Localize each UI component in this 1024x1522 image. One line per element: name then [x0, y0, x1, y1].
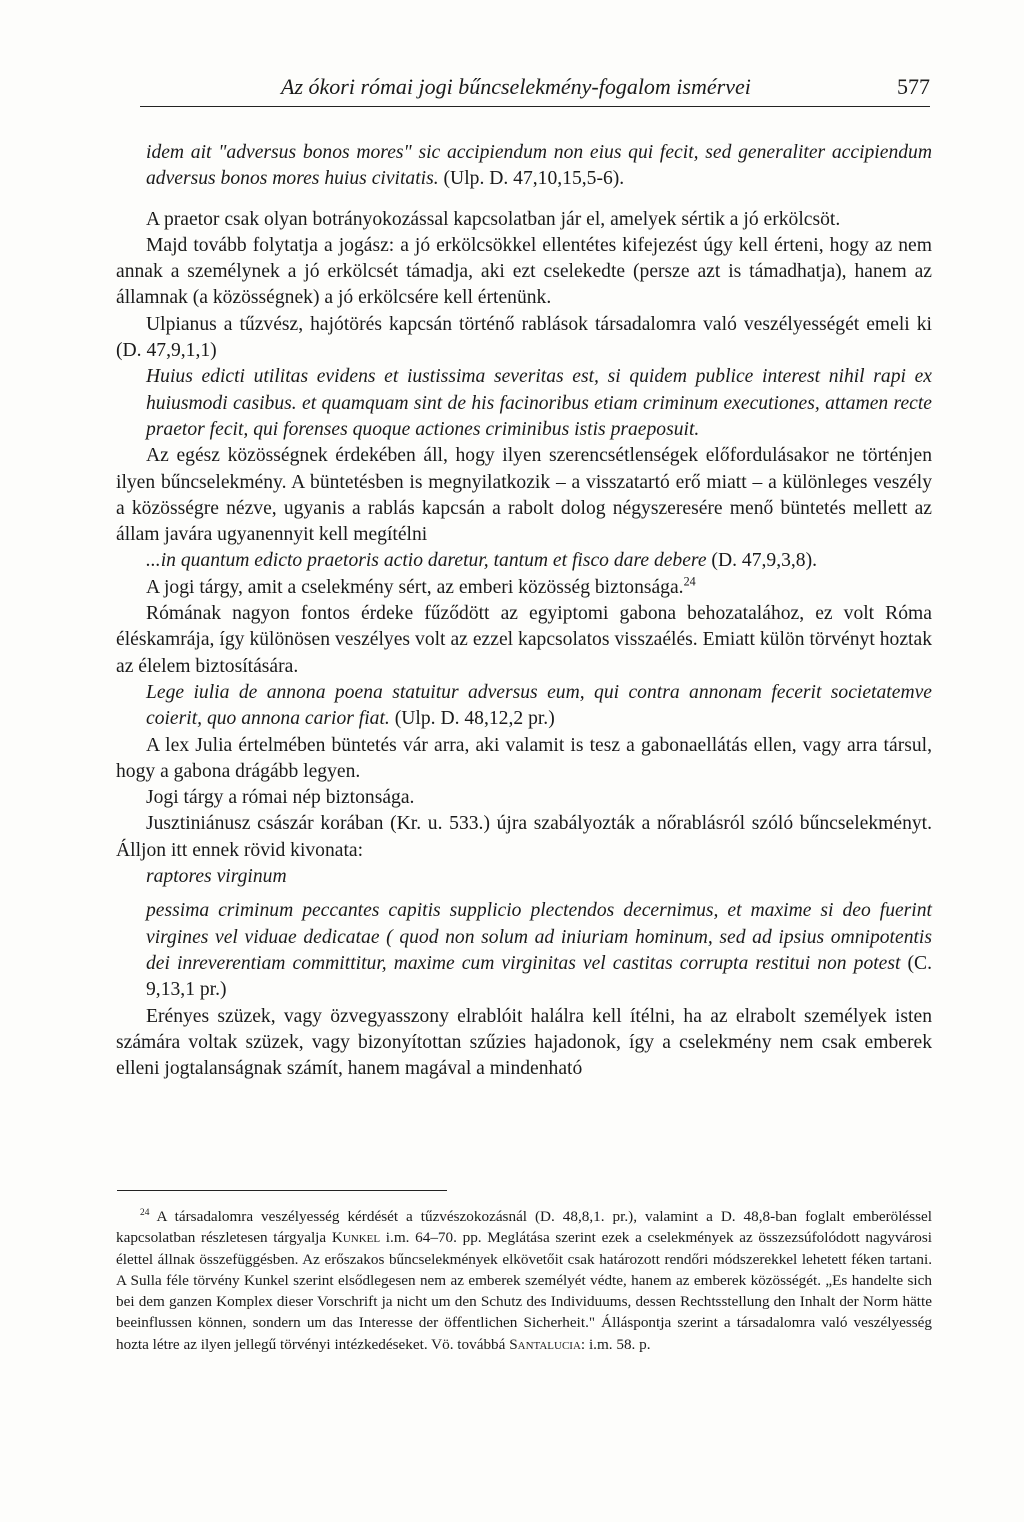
latin-quote: pessima criminum peccantes capitis supplicio plectendos decernimus, et maxime si deo fuerint virgines vel viduae dedicatae ( quod non solum ad iniuriam hominum, sed ad ipsius omnipotentis dei inreverentiam committitur, maxime cum virginitas vel castitas corrupta restitui non potest: [146, 900, 932, 974]
paragraph: Jusztiniánusz császár korában (Kr. u. 533.) újra szabályozták a nőrablásról szóló bűncselekményt. Álljon itt ennek rövid kivonata:: [116, 813, 932, 861]
paragraph: A praetor csak olyan botrányokozással kapcsolatban jár el, amelyek sértik a jó erkölcsöt.: [146, 208, 841, 230]
footnote-text: i.m. 64–70. pp. Meglátása szerint ezek a cselekmények az összezsúfolódott nagyvárosi élettel állnak összefüggésben. Az erőszakos bűncselekmények elkövetőit csak határozott rendőri módszerekkel lehetett féken tartani. A Sulla féle törvény Kunkel szerint elsődlegesen nem az emberek személyét védte, hanem az emberek közösségét. „Es handelte sich bei dem ganzen Komplex dieser Vorschrift ja nicht um den Schutz des Individuums, dessen Rechtsstellung den Inhalt der Norm hätte beeinflussen können, sondern um das Interesse der öffentlichen Sicherheit." Álláspontja szerint a társadalomra való veszélyesség hozta létre az ilyen jellegű törvényi intézkedéseket. Vö. továbbá: [116, 1229, 932, 1353]
latin-quote: Huius edicti utilitas evidens et iustissima severitas est, si quidem publice interest nihil rapi ex huiusmodi casibus. et quamquam sint de his facinoribus etiam criminum executiones, attamen recte praetor fecit, qui forenses quoque actiones criminibus istis praeposuit.: [146, 366, 932, 440]
citation: (Ulp. D. 48,12,2 pr.): [389, 708, 555, 730]
author-name: Kunkel: [331, 1229, 381, 1247]
citation: (D. 47,9,3,8).: [706, 550, 818, 572]
footnote-text: A társadalomra veszélyesség kérdését a tűzvészokozásnál (D. 48,8,1. pr.), valamint a D. 48,8-ban foglalt emberöléssel kapcsolatban részletesen tárgyalja: [116, 1208, 932, 1247]
paragraph: Ulpianus a tűzvész, hajótörés kapcsán történő rablások társadalomra való veszélyességét emeli ki (D. 47,9,1,1): [116, 313, 932, 362]
latin-quote-paragraph: [116, 898, 932, 1003]
latin-quote: Lege iulia de annona poena statuitur adversus eum, qui contra annonam fecerit societatemve coierit, quo annona carior fiat.: [146, 681, 932, 730]
paragraph: Majd tovább folytatja a jogász: a jó erkölcsökkel ellentétes kifejezést úgy kell érteni, hogy az nem annak a személynek a jó erkölcsét támadja, aki ezt cselekedte (persze azt is támadhatja), hanem az államnak (a közösségnek) a jó erkölcsére kell értenünk.: [116, 234, 932, 309]
author-name: Santalucia: [509, 1335, 581, 1353]
footnote-text: : i.m. 58. p.: [580, 1335, 651, 1353]
running-header: [140, 72, 930, 107]
footnote-number: 24: [140, 1207, 150, 1218]
paragraph-text: A jogi tárgy, amit a cselekmény sért, az emberi közösség biztonsága.: [146, 576, 684, 598]
latin-quote: idem ait "adversus bonos mores" sic accipiendum non eius qui fecit, sed generaliter accipiendum adversus bonos mores huius civitatis.: [146, 142, 932, 190]
paragraph: Rómának nagyon fontos érdeke fűződött az egyiptomi gabona behozatalához, ez volt Róma éléskamrája, így különösen veszélyes volt az ezzel kapcsolatos visszaélés. Emiatt külön törvényt hoztak az élelem biztosítására.: [116, 603, 932, 677]
paragraph: Jogi tárgy a római nép biztonsága.: [146, 787, 415, 809]
paragraph: Erényes szüzek, vagy özvegyasszony elrablóit halálra kell ítélni, ha az elrabolt személyek isten számára voltak szüzek, vagy bizonyítottan szűzies hajadonok, így a cselekmény nem csak emberek elleni jogtalanságnak számít, hanem magával a mindenható: [116, 1005, 932, 1080]
paragraph: A lex Julia értelmében büntetés vár arra, aki valamit is tesz a gabonaellátás ellen, vagy arra társul, hogy a gabona drágább legyen.: [116, 734, 932, 782]
footnote-separator: [117, 1190, 447, 1191]
footnote-reference[interactable]: 24: [683, 574, 696, 589]
footnote-24: [116, 1206, 932, 1355]
latin-quote-paragraph: [116, 548, 932, 574]
citation: (Ulp. D. 47,10,15,5-6).: [438, 168, 625, 190]
running-title: Az ókori római jogi bűncselekmény-fogalom ismérvei: [281, 74, 751, 99]
footnote: [116, 1206, 932, 1355]
latin-quote-paragraph: [116, 140, 932, 193]
latin-quote-paragraph: [116, 680, 932, 733]
paragraph: [116, 575, 932, 601]
citation: (C. 9,13,1 pr.): [146, 952, 933, 1001]
main-text: [116, 140, 932, 1082]
paragraph: Az egész közösségnek érdekében áll, hogy ilyen szerencsétlenségek előfordulásakor ne történjen ilyen bűncselekmény. A büntetésben is megnyilatkozik – a visszatartó erő miatt – a különleges veszély a közösségre nézve, ugyanis a rablás kapcsán a rabolt dolog négyszeresére menő büntetés mellett az állam javára ugyanennyit kell megítélni: [116, 445, 932, 546]
latin-quote: ...in quantum edicto praetoris actio daretur, tantum et fisco dare debere: [146, 550, 707, 572]
latin-heading: raptores virginum: [146, 866, 287, 888]
page-number: 577: [897, 74, 930, 99]
